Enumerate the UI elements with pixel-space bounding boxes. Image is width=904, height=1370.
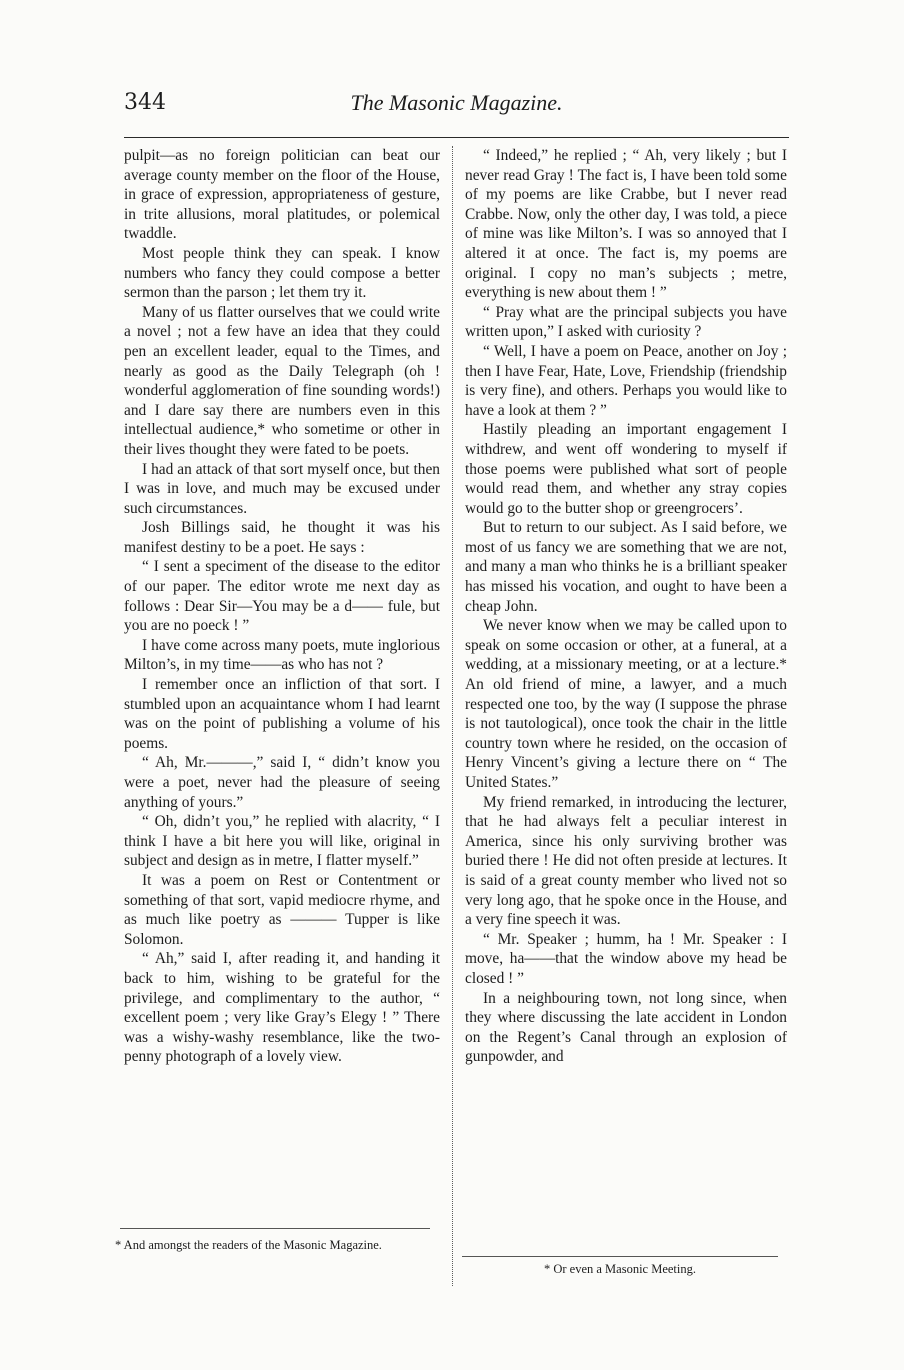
paragraph: “ Ah, Mr.———,” said I, “ didn’t know you were a poet, never had the pleasure of seeing anything of yours.”: [124, 754, 440, 811]
footnote-rule-right: [462, 1256, 778, 1257]
paragraph: “ Indeed,” he replied ; “ Ah, very likely ; but I never read Gray ! The fact is, I have been told some of my poems are like Crabbe, but I never read Crabbe. Now, only the other day, I was told, a piece of mine was like Milton’s. I was so annoyed that I altered it at once. The fact is, my poems are original. I copy no man’s subjects ; metre, everything is new about them ! ”: [465, 147, 787, 302]
page-number: 344: [124, 90, 166, 115]
paragraph: “ Pray what are the principal subjects you have written upon,” I asked with curiosity ?: [465, 303, 787, 341]
paragraph: “ Oh, didn’t you,” he replied with alacrity, “ I think I have a bit here you will like, original in subject and design as in metre, I flatter myself.”: [124, 813, 440, 870]
paragraph: We never know when we may be called upon to speak on some occasion or other, at a funeral, at a wedding, at a missionary meeting, or at a lecture.* An old friend of mine, a lawyer, and a much respected one too, by the way (I suppose the phrase is not tautological), once took the chair in the little country town where he resided, on the occasion of Henry Vincent’s giving a lecture there on “ The United States.”: [465, 617, 787, 791]
left-column: [124, 146, 440, 1067]
paragraph: “ I sent a speciment of the disease to the editor of our paper. The editor wrote me next day as follows : Dear Sir—You may be a d—— fule, but you are no poeck ! ”: [124, 558, 440, 635]
footnote-left: * And amongst the readers of the Masonic Magazine.: [115, 1238, 382, 1252]
paragraph: Many of us flatter ourselves that we could write a novel ; not a few have an idea that they could pen an excellent leader, equal to the Times, and nearly as good as the Daily Telegraph (oh ! wonderful agglomeration of fine sounding words!) and I dare say there are numbers even in this intellectual audience,* who sometime or other in their lives thought they were fated to be poets.: [124, 303, 440, 458]
footnote-right: * Or even a Masonic Meeting.: [543, 1262, 697, 1276]
paragraph: Hastily pleading an important engagement I withdrew, and went off wondering to myself if those poems were published what sort of people would read them, and whether any stray copies would go to the butter shop or greengrocers’.: [465, 421, 787, 517]
paragraph: In a neighbouring town, not long since, when they where discussing the late accident in London on the Regent’s Canal through an explosion of gunpowder, and: [465, 989, 787, 1066]
paragraph: pulpit—as no foreign politician can beat our average county member on the floor of the House, in grace of expression, appropriateness of gesture, in trite allusions, moral platitudes, or polemical twaddle.: [124, 147, 440, 243]
header-rule: [124, 137, 789, 138]
paragraph: Josh Billings said, he thought it was his manifest destiny to be a poet. He says :: [124, 519, 440, 556]
footnote-rule-left: [120, 1228, 430, 1229]
paragraph: But to return to our subject. As I said before, we most of us fancy we are something that we are not, and many a man who thinks he is a brilliant speaker has missed his vocation, and ought to have been a cheap John.: [465, 519, 787, 615]
paragraph: My friend remarked, in introducing the lecturer, that he had always felt a peculiar interest in America, since his only surviving brother was buried there ! He did not often preside at lectures. It is said of a great county member who lived not so very long ago, that he spoke once in the House, and a very fine speech it was.: [465, 793, 787, 929]
paragraph: “ Well, I have a poem on Peace, another on Joy ; then I have Fear, Hate, Love, Friendship (friendship is very fine), and others. Perhaps you would like to have a look at them ? ”: [465, 342, 787, 419]
running-title: The Masonic Magazine.: [350, 90, 563, 115]
paragraph: “ Mr. Speaker ; humm, ha ! Mr. Speaker : I move, ha——that the window above my head be closed ! ”: [465, 930, 787, 987]
column-separator: [452, 146, 453, 1286]
paragraph: “ Ah,” said I, after reading it, and handing it back to him, wishing to be grateful for the privilege, and complimentary to the author, “ excellent poem ; very like Gray’s Elegy ! ” There was a wishy-washy resemblance, like the two-penny photograph of a lovely view.: [124, 950, 440, 1066]
paragraph: It was a poem on Rest or Contentment or something of that sort, vapid mediocre rhyme, and as much like poetry as ——— Tupper is like Solomon.: [124, 871, 440, 948]
paragraph: I have come across many poets, mute inglorious Milton’s, in my time——as who has not ?: [124, 636, 440, 674]
page-header: [124, 90, 789, 126]
paragraph: I remember once an infliction of that sort. I stumbled upon an acquaintance whom I had learnt was on the point of publishing a volume of his poems.: [124, 676, 440, 752]
paragraph: I had an attack of that sort myself once, but then I was in love, and much may be excused under such circumstances.: [124, 460, 440, 517]
paragraph: Most people think they can speak. I know numbers who fancy they could compose a better sermon than the parson ; let them try it.: [124, 244, 440, 302]
right-column: [465, 146, 787, 1067]
